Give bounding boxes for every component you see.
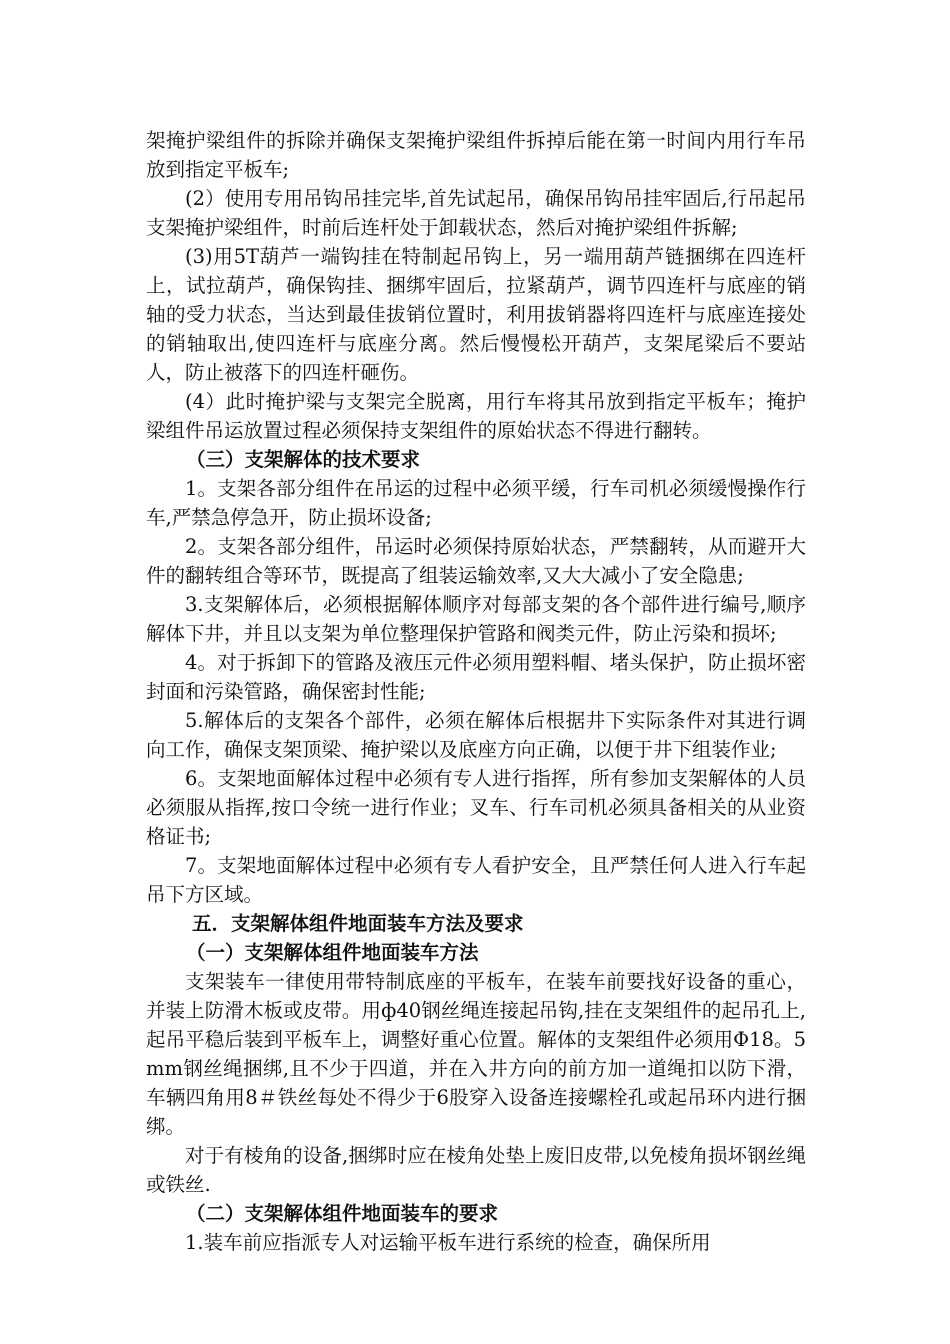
paragraph-step-2: (2）使用专用吊钩吊挂完毕,首先试起吊，确保吊钩吊挂牢固后,行吊起吊支架掩护梁组件，时前后连杆处于卸载状态，然后对掩护梁组件拆解; xyxy=(146,187,806,239)
paragraph-loading-requirement-1: 1.装车前应指派专人对运输平板车进行系统的检查，确保所用 xyxy=(185,1231,711,1254)
paragraph-loading-method-1: 支架装车一律使用带特制底座的平板车，在装车前要找好设备的重心，并装上防滑木板或皮带。用ф40钢丝绳连接起吊钩,挂在支架组件的起吊孔上,起吊平稳后装到平板车上，调整好重心位置。解体的支架组件必须用Φ18。5mm钢丝绳捆绑,且不少于四道，并在入井方向的前方加一道绳扣以防下滑，车辆四角用8＃铁丝每处不得少于6股穿入设备连接螺栓孔或起吊环内进行捆绑。 xyxy=(146,970,806,1138)
document-body xyxy=(146,126,806,1257)
paragraph-step-4: (4）此时掩护梁与支架完全脱离，用行车将其吊放到指定平板车；掩护梁组件吊运放置过程必须保持支架组件的原始状态不得进行翻转。 xyxy=(146,390,806,442)
paragraph-requirement-7: 7。支架地面解体过程中必须有专人看护安全，且严禁任何人进入行车起吊下方区域。 xyxy=(146,854,806,906)
heading-section-5: 五．支架解体组件地面装车方法及要求 xyxy=(192,912,524,935)
paragraph-loading-method-2: 对于有棱角的设备,捆绑时应在棱角处垫上废旧皮带,以免棱角损坏钢丝绳或铁丝. xyxy=(146,1144,806,1196)
paragraph-continuation: 架掩护梁组件的拆除并确保支架掩护梁组件拆掉后能在第一时间内用行车吊放到指定平板车; xyxy=(146,129,806,181)
paragraph-requirement-6: 6。支架地面解体过程中必须有专人进行指挥，所有参加支架解体的人员必须服从指挥,按口令统一进行作业；叉车、行车司机必须具备相关的从业资格证书; xyxy=(146,767,806,848)
paragraph-requirement-1: 1。支架各部分组件在吊运的过程中必须平缓，行车司机必须缓慢操作行车,严禁急停急开，防止损坏设备; xyxy=(146,477,806,529)
heading-tech-requirements: （三）支架解体的技术要求 xyxy=(186,448,421,471)
heading-loading-requirements: （二）支架解体组件地面装车的要求 xyxy=(186,1202,499,1225)
paragraph-requirement-3: 3.支架解体后，必须根据解体顺序对每部支架的各个部件进行编号,顺序解体下井，并且以支架为单位整理保护管路和阀类元件，防止污染和损坏; xyxy=(146,593,806,645)
paragraph-step-3: (3)用5T葫芦一端钩挂在特制起吊钩上，另一端用葫芦链捆绑在四连杆上，试拉葫芦，确保钩挂、捆绑牢固后，拉紧葫芦，调节四连杆与底座的销轴的受力状态，当达到最佳拔销位置时，利用拔销器将四连杆与底座连接处的销轴取出,使四连杆与底座分离。然后慢慢松开葫芦，支架尾梁后不要站人，防止被落下的四连杆砸伤。 xyxy=(146,245,806,384)
paragraph-requirement-4: 4。对于拆卸下的管路及液压元件必须用塑料帽、堵头保护，防止损坏密封面和污染管路，确保密封性能; xyxy=(146,651,806,703)
heading-loading-method: （一）支架解体组件地面装车方法 xyxy=(186,941,479,964)
paragraph-requirement-5: 5.解体后的支架各个部件，必须在解体后根据井下实际条件对其进行调向工作，确保支架顶梁、掩护梁以及底座方向正确，以便于井下组装作业; xyxy=(146,709,806,761)
paragraph-requirement-2: 2。支架各部分组件，吊运时必须保持原始状态，严禁翻转，从而避开大件的翻转组合等环节，既提高了组装运输效率,又大大减小了安全隐患; xyxy=(146,535,806,587)
